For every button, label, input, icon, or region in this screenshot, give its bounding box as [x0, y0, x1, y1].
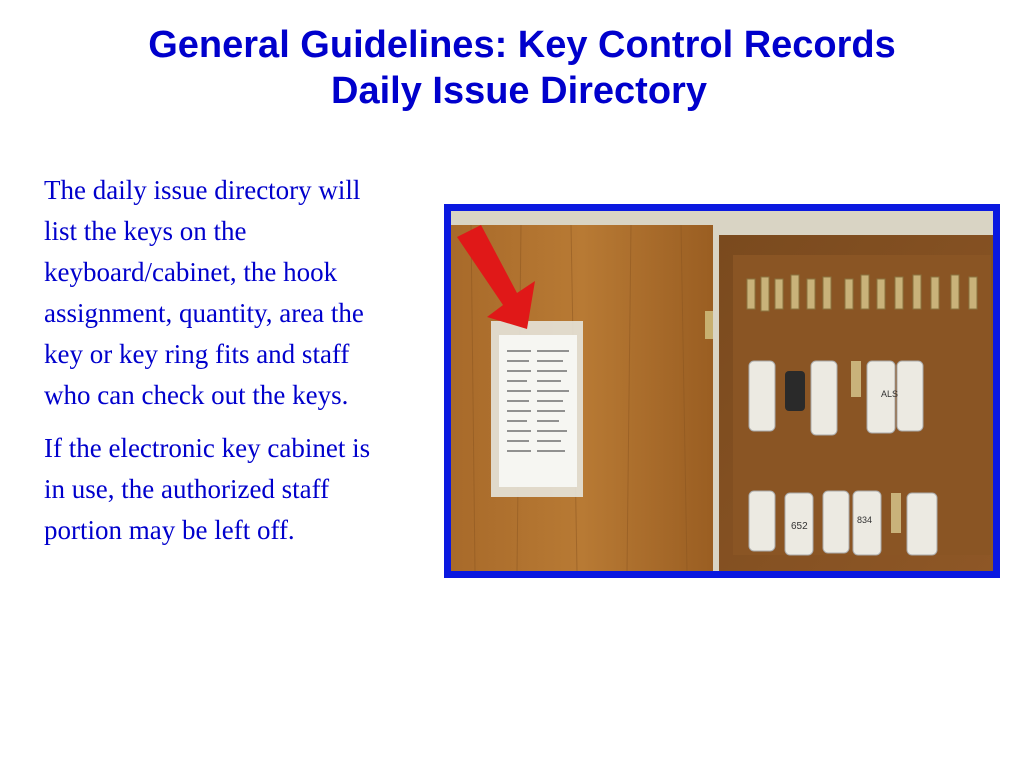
key-cabinet-illustration [451, 211, 993, 571]
tag-label-834: 834 [857, 515, 873, 525]
slide-title [0, 22, 1024, 114]
key-cabinet-photo-frame [444, 204, 1000, 578]
tag-label-als: ALS [881, 389, 899, 399]
body-text [44, 170, 394, 563]
paragraph-directory-description: The daily issue directory will list the keys on the keyboard/cabinet, the hook assignment, quantity, area the key or key ring fits and staff who can check out the keys. [44, 175, 364, 410]
title-line-1: General Guidelines: Key Control Records [148, 24, 896, 66]
key-cabinet-photo [451, 211, 993, 571]
tag-label-652: 652 [791, 521, 808, 532]
hinge [705, 311, 713, 339]
paragraph-electronic-cabinet-note: If the electronic key cabinet is in use, the authorized staff portion may be left off. [44, 433, 371, 545]
title-line-2: Daily Issue Directory [331, 70, 707, 112]
